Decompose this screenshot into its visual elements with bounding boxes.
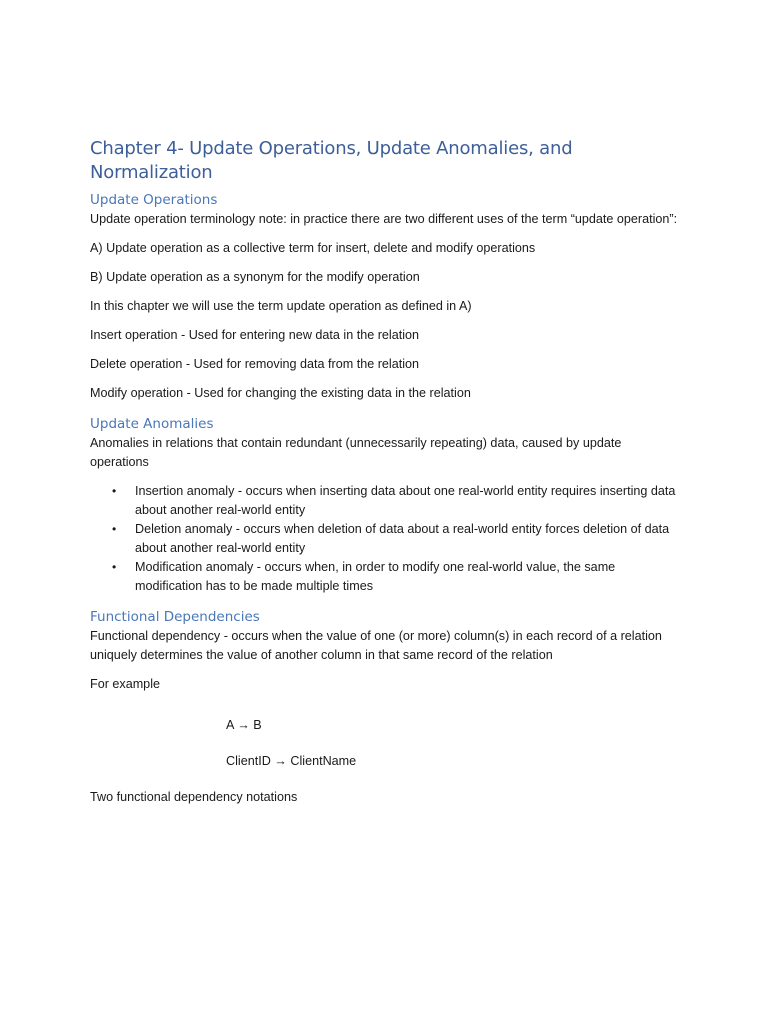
- notations-label: Two functional dependency notations: [90, 790, 298, 804]
- definition-b: B) Update operation as a synonym for the modify operation: [90, 270, 420, 284]
- delete-operation: Delete operation - Used for removing data from the relation: [90, 357, 420, 371]
- anomalies-intro: Anomalies in relations that contain redundant (unnecessarily repeating) data, caused by update operations: [90, 436, 622, 469]
- heading-functional-dependencies: Functional Dependencies: [90, 609, 260, 625]
- bullet-icon: •: [112, 522, 117, 536]
- deletion-anomaly-text: Deletion anomaly - occurs when deletion of data about a real-world entity forces deletion of data about another real-world entity: [135, 522, 670, 555]
- modification-anomaly-text: Modification anomaly - occurs when, in order to modify one real-world value, the same modification has to be made multiple times: [135, 560, 616, 593]
- chapter-usage-note: In this chapter we will use the term update operation as defined in A): [90, 299, 472, 313]
- list-item-modification-anomaly: [90, 558, 680, 596]
- insertion-anomaly-text: Insertion anomaly - occurs when inserting data about one real-world entity requires inserting data about another real-world entity: [135, 484, 676, 517]
- list-item-deletion-anomaly: [90, 520, 680, 558]
- bullet-icon: •: [112, 560, 117, 574]
- bullet-icon: •: [112, 484, 117, 498]
- anomalies-list: [90, 482, 680, 596]
- heading-update-anomalies: Update Anomalies: [90, 416, 214, 432]
- chapter-title: Chapter 4- Update Operations, Update Anomalies, and Normalization: [90, 138, 573, 183]
- insert-operation: Insert operation - Used for entering new data in the relation: [90, 328, 420, 342]
- example-label: For example: [90, 677, 160, 691]
- heading-update-operations: Update Operations: [90, 192, 218, 208]
- list-item-insertion-anomaly: [90, 482, 680, 520]
- document-page: [90, 137, 680, 817]
- terminology-note: Update operation terminology note: in practice there are two different uses of the term “update operation”:: [90, 212, 678, 226]
- modify-operation: Modify operation - Used for changing the existing data in the relation: [90, 386, 471, 400]
- formula-a-b: A → B: [226, 718, 262, 732]
- functional-dependency-definition: Functional dependency - occurs when the value of one (or more) column(s) in each record of a relation uniquely determines the value of another column in that same record of the relation: [90, 629, 662, 662]
- formula-clientid-clientname: ClientID → ClientName: [226, 754, 357, 768]
- definition-a: A) Update operation as a collective term for insert, delete and modify operations: [90, 241, 536, 255]
